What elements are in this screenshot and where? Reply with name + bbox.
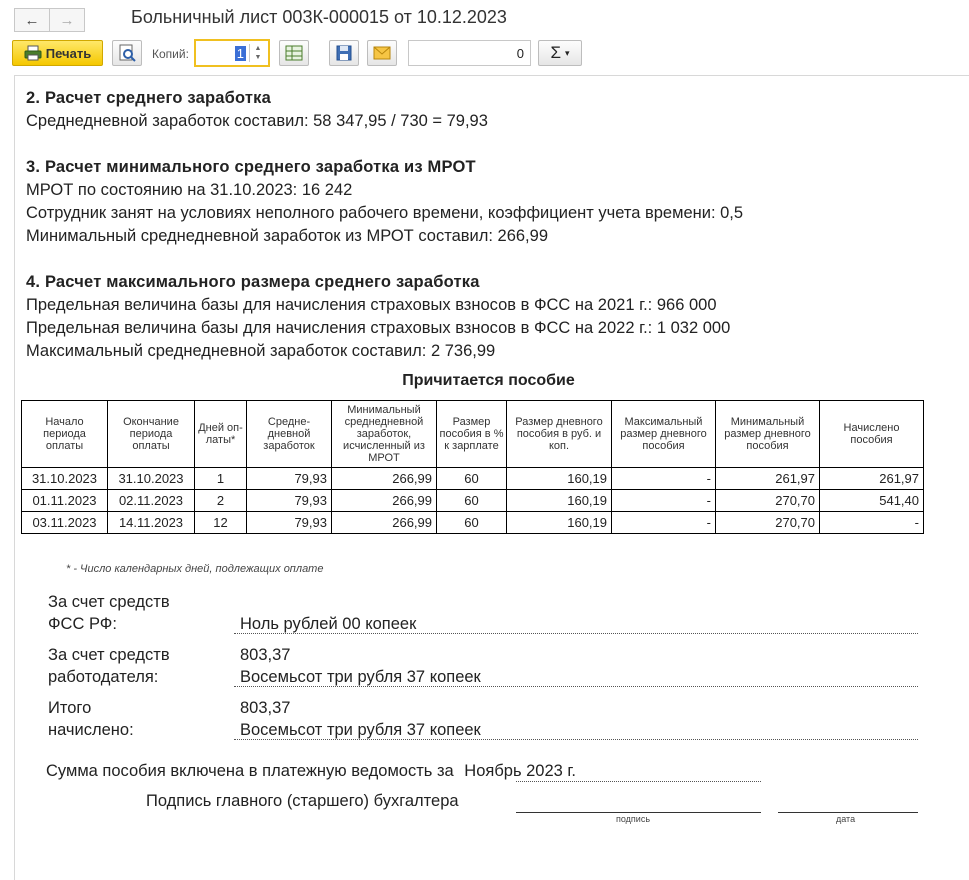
table-header-cell: Минимальный размер дневного пособия (716, 401, 820, 468)
table-cell: 160,19 (507, 490, 612, 512)
table-header-cell: Начислено пособия (820, 401, 924, 468)
section-line: Предельная величина базы для начисления страховых взносов в ФСС на 2021 г.: 966 000 (26, 296, 717, 314)
table-cell: 60 (437, 512, 507, 534)
table-header-cell: Средне-дневной заработок (247, 401, 332, 468)
table-cell: 02.11.2023 (108, 490, 195, 512)
toolbar (12, 39, 962, 69)
total-amount: 803,37 (240, 699, 291, 717)
section-line: Сотрудник занят на условиях неполного рабочего времени, коэффициент учета времени: 0,5 (26, 204, 744, 222)
copies-spinner[interactable]: ▲ ▼ (249, 44, 266, 62)
sigma-icon: Σ (550, 43, 561, 62)
table-cell: - (612, 512, 716, 534)
section-line: Минимальный среднедневной заработок из МРОТ составил: 266,99 (26, 227, 548, 245)
section-line: Предельная величина базы для начисления страховых взносов в ФСС на 2022 г.: 1 032 000 (26, 319, 731, 337)
table-cell: 03.11.2023 (22, 512, 108, 534)
fss-label (48, 591, 170, 635)
employer-amount: 803,37 (240, 646, 291, 664)
table-cell: 60 (437, 490, 507, 512)
table-cell: 31.10.2023 (108, 468, 195, 490)
table-cell: 01.11.2023 (22, 490, 108, 512)
table-header-cell: Дней оп-латы* (195, 401, 247, 468)
print-label: Печать (45, 45, 92, 61)
envelope-icon (373, 46, 391, 60)
fss-label-line: ФСС РФ: (48, 615, 117, 633)
table-cell: 270,70 (716, 490, 820, 512)
table-cell: 79,93 (247, 468, 332, 490)
email-button[interactable] (367, 40, 397, 66)
print-preview-icon (118, 44, 136, 62)
signature-text: Подпись главного (старшего) бухгалтера (146, 792, 459, 810)
save-button[interactable] (329, 40, 359, 66)
total-label (48, 697, 134, 741)
table-header-row (22, 401, 924, 468)
table-cell: 266,99 (332, 512, 437, 534)
table-header-cell: Размер дневного пособия в руб. и коп. (507, 401, 612, 468)
total-words: Восемьсот три рубля 37 копеек (240, 721, 481, 739)
section-heading: 2. Расчет среднего заработка (26, 89, 272, 107)
forward-button[interactable]: → (50, 8, 85, 32)
table-cell: 12 (195, 512, 247, 534)
table-footnote: * - Число календарных дней, подлежащих оплате (66, 563, 324, 575)
preview-button[interactable] (112, 40, 142, 66)
employer-label (48, 644, 170, 688)
signature-line (516, 792, 761, 813)
employer-label-line: работодателя: (48, 668, 159, 686)
table-row (22, 468, 924, 490)
total-label-line: Итого (48, 699, 92, 717)
chevron-down-icon: ▾ (564, 47, 570, 58)
date-line (778, 792, 918, 813)
fss-label-line: За счет средств (48, 593, 170, 611)
period-underline (516, 762, 761, 782)
section-line: МРОТ по состоянию на 31.10.2023: 16 242 (26, 181, 353, 199)
fss-words: Ноль рублей 00 копеек (240, 615, 417, 633)
settings-button[interactable] (279, 40, 309, 66)
table-cell: - (612, 490, 716, 512)
table-cell: 160,19 (507, 512, 612, 534)
table-cell: 261,97 (820, 468, 924, 490)
table-header-cell: Окончание периода оплаты (108, 401, 195, 468)
table-cell: - (612, 468, 716, 490)
signature-caption: подпись (616, 814, 651, 824)
section-heading: 3. Расчет минимального среднего заработка из МРОТ (26, 158, 476, 176)
employer-label-line: За счет средств (48, 646, 170, 664)
benefit-table (21, 400, 924, 534)
table-cell: 60 (437, 468, 507, 490)
table-cell: 160,19 (507, 468, 612, 490)
total-underline (234, 717, 918, 740)
employer-words: Восемьсот три рубля 37 копеек (240, 668, 481, 686)
table-cell: 266,99 (332, 490, 437, 512)
table-header-cell: Минимальный среднедневной заработок, исчисленный из МРОТ (332, 401, 437, 468)
table-cell: 266,99 (332, 468, 437, 490)
fss-underline (234, 611, 918, 634)
payroll-period: Ноябрь 2023 г. (464, 762, 577, 780)
total-label-line: начислено: (48, 721, 134, 739)
payroll-inclusion (46, 762, 576, 781)
floppy-disk-icon (336, 45, 352, 61)
copies-label: Копий: (152, 47, 189, 61)
grid-settings-icon (285, 45, 303, 61)
table-row (22, 490, 924, 512)
copies-value: 1 (236, 46, 244, 61)
table-cell: 14.11.2023 (108, 512, 195, 534)
table-row (22, 512, 924, 534)
table-cell: 541,40 (820, 490, 924, 512)
payroll-inclusion-text: Сумма пособия включена в платежную ведомость за (46, 762, 454, 780)
table-header-cell: Максимальный размер дневного пособия (612, 401, 716, 468)
copies-field[interactable] (194, 39, 270, 67)
table-cell: 1 (195, 468, 247, 490)
table-cell: 270,70 (716, 512, 820, 534)
table-cell: 261,97 (716, 468, 820, 490)
print-button[interactable] (12, 40, 103, 66)
sum-dropdown-button[interactable] (538, 40, 582, 66)
printer-icon (24, 45, 42, 61)
employer-underline (234, 664, 918, 687)
section-line: Максимальный среднедневной заработок составил: 2 736,99 (26, 342, 496, 360)
table-cell: 79,93 (247, 490, 332, 512)
section-min-earnings (26, 156, 743, 248)
table-title: Причитается пособие (402, 372, 575, 389)
table-cell: 31.10.2023 (22, 468, 108, 490)
table-cell: 79,93 (247, 512, 332, 534)
table-header-cell: Начало периода оплаты (22, 401, 108, 468)
date-caption: дата (836, 814, 856, 824)
section-average-earnings (26, 87, 488, 133)
section-line: Среднедневной заработок составил: 58 347,95 / 730 = 79,93 (26, 112, 488, 130)
table-cell: - (820, 512, 924, 534)
back-button[interactable]: ← (14, 8, 50, 32)
navigation-buttons (14, 8, 85, 32)
window-title: Больничный лист 003К-000015 от 10.12.2023 (131, 7, 507, 27)
number-field[interactable]: 0 (408, 40, 531, 66)
section-max-earnings (26, 271, 730, 363)
table-cell: 2 (195, 490, 247, 512)
section-heading: 4. Расчет максимального размера среднего заработка (26, 273, 480, 291)
table-header-cell: Размер пособия в % к зарплате (437, 401, 507, 468)
